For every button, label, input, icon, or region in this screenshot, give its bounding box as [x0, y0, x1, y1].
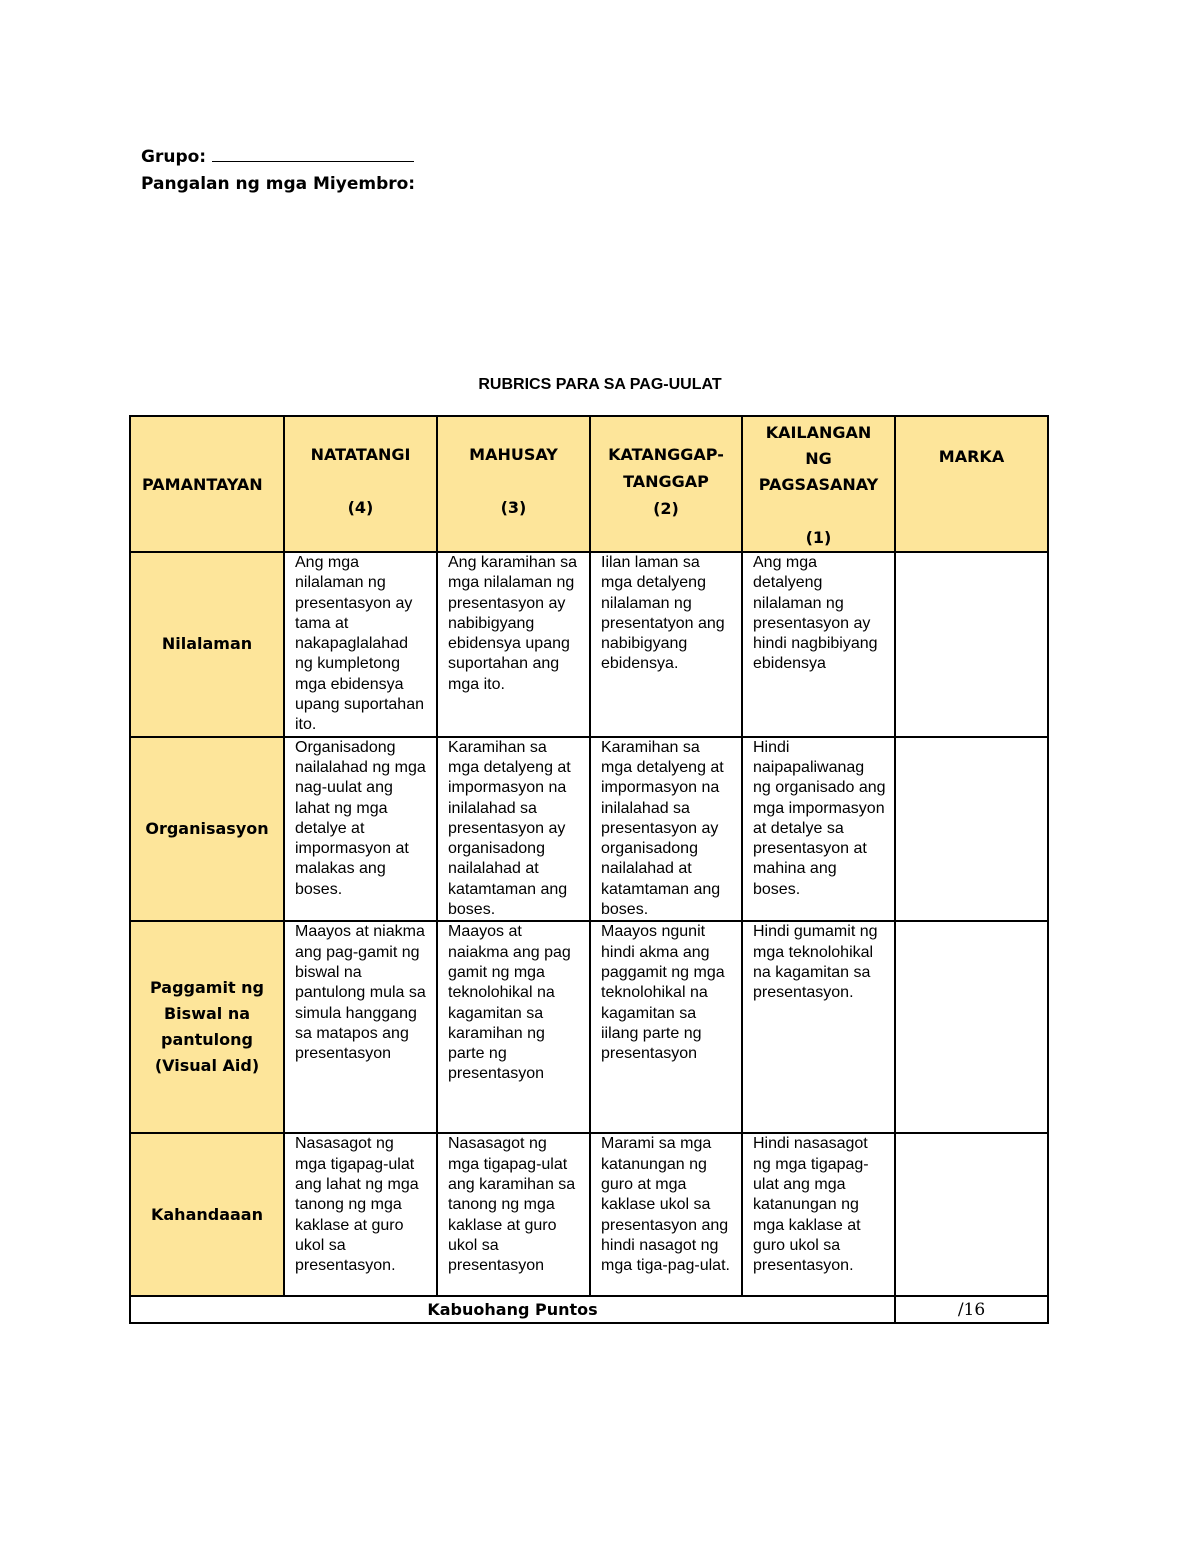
header-natatangi [284, 416, 437, 552]
header-katanggap-label-1: KATANGGAP- [608, 445, 724, 464]
criterion-kahandaan: Kahandaaan [130, 1133, 284, 1296]
header-mahusay-label: MAHUSAY [469, 445, 558, 464]
criterion-nilalaman: Nilalaman [130, 552, 284, 737]
header-katanggap-label-2: TANGGAP [623, 472, 709, 491]
row-paggamit-ng-biswal [130, 921, 1048, 1133]
header-natatangi-label: NATATANGI [310, 445, 411, 464]
header-marka [895, 416, 1048, 552]
criterion-line: pantulong [161, 1030, 253, 1050]
criterion-line: Biswal na [163, 1004, 251, 1024]
header-katanggap-score: (2) [653, 499, 679, 518]
criterion-line: Paggamit ng [149, 978, 264, 998]
marka-score-cell[interactable] [895, 737, 1048, 922]
cell-mahusay: Ang karamihan sa mga nilalaman ng presentasyon ay nabibigyang ebidensya upang suportahan ang mga ito. [437, 552, 590, 737]
cell-kailangan-ng-pagsasanay: Hindi gumamit ng mga teknolohikal na kagamitan sa presentasyon. [742, 921, 895, 1133]
cell-katanggap-tanggap: Maayos ngunit hindi akma ang paggamit ng mga teknolohikal na kagamitan sa iilang parte ng presentasyon [590, 921, 742, 1133]
total-label: Kabuohang Puntos [130, 1296, 895, 1323]
cell-natatangi: Maayos at niakma ang pag-gamit ng biswal na pantulong mula sa simula hanggang sa matapos ang presentasyon [284, 921, 437, 1133]
marka-score-cell[interactable] [895, 1133, 1048, 1296]
cell-natatangi: Ang mga nilalaman ng presentasyon ay tama at nakapaglalahad ng kumpletong mga ebidensya upang suportahan ito. [284, 552, 437, 737]
rubric-table [129, 415, 1049, 1324]
header-row [130, 416, 1048, 552]
cell-kailangan-ng-pagsasanay: Hindi nasasagot ng mga tigapag-ulat ang mga katanungan ng mga kaklase at guro ukol sa presentasyon. [742, 1133, 895, 1296]
header-mahusay-score: (3) [500, 498, 527, 517]
cell-katanggap-tanggap: Iilan laman sa mga detalyeng nilalaman ng presentatyon ang nabibigyang ebidensya. [590, 552, 742, 737]
header-kailangan-label-1: KAILANGAN [765, 423, 872, 442]
header-kailangan-ng-pagsasanay [742, 416, 895, 552]
criterion-line: (Visual Aid) [154, 1056, 260, 1076]
group-field [141, 145, 414, 167]
row-organisasyon [130, 737, 1048, 922]
header-criteria-label: PAMANTAYAN [142, 474, 263, 494]
row-kahandaan [130, 1133, 1048, 1296]
row-nilalaman [130, 552, 1048, 737]
header-criteria [130, 416, 284, 552]
rubric-title: RUBRICS PARA SA PAG-UULAT [478, 376, 722, 393]
header-marka-label: MARKA [938, 447, 1005, 466]
header-kailangan-score: (1) [805, 528, 832, 547]
header-katanggap-tanggap [590, 416, 742, 552]
group-label: Grupo: [141, 147, 207, 167]
header-natatangi-score: (4) [347, 498, 374, 517]
cell-mahusay: Karamihan sa mga detalyeng at impormasyon na inilalahad sa presentasyon ay organisadong nailalahad at katamtaman ang boses. [437, 737, 590, 922]
criterion-organisasyon: Organisasyon [130, 737, 284, 922]
marka-score-cell[interactable] [895, 921, 1048, 1133]
total-row [130, 1296, 1048, 1323]
cell-kailangan-ng-pagsasanay: Ang mga detalyeng nilalaman ng presentasyon ay hindi nagbibiyang ebidensya [742, 552, 895, 737]
total-score[interactable]: /16 [895, 1296, 1048, 1323]
cell-natatangi: Nasasagot ng mga tigapag-ulat ang lahat ng mga tanong ng mga kaklase at guro ukol sa presentasyon. [284, 1133, 437, 1296]
cell-kailangan-ng-pagsasanay: Hindi naipapaliwanag ng organisado ang mga impormasyon at detalye sa presentasyon at mahina ang boses. [742, 737, 895, 922]
header-mahusay [437, 416, 590, 552]
cell-katanggap-tanggap: Marami sa mga katanungan ng guro at mga kaklase ukol sa presentasyon ang hindi nasagot ng mga tiga-pag-ulat. [590, 1133, 742, 1296]
cell-mahusay: Nasasagot ng mga tigapag-ulat ang karamihan sa tanong ng mga kaklase at guro ukol sa presentasyon [437, 1133, 590, 1296]
criterion-paggamit-ng-biswal [130, 921, 284, 1133]
marka-score-cell[interactable] [895, 552, 1048, 737]
group-blank-line[interactable] [212, 145, 414, 162]
cell-katanggap-tanggap: Karamihan sa mga detalyeng at impormasyon na inilalahad sa presentasyon ay organisadong nailalahad at katamtaman ang boses. [590, 737, 742, 922]
header-kailangan-label-3: PAGSASANAY [758, 475, 879, 494]
cell-natatangi: Organisadong nailalahad ng mga nag-uulat ang lahat ng mga detalye at impormasyon at malakas ang boses. [284, 737, 437, 922]
header-kailangan-label-2: NG [805, 449, 832, 468]
members-label: Pangalan ng mga Miyembro: [141, 174, 416, 194]
cell-mahusay: Maayos at naiakma ang pag gamit ng mga teknolohikal na kagamitan sa karamihan ng parte ng presentasyon [437, 921, 590, 1133]
